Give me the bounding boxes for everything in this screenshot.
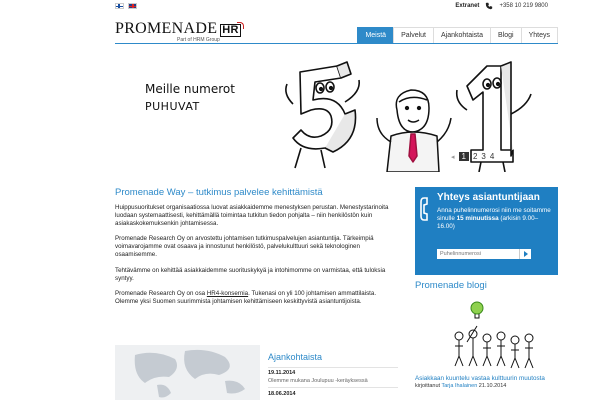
contact-text-bold: 15 minuutissa [456, 215, 499, 222]
logo-subtitle: Part of HRM Group [177, 37, 220, 43]
news-divider [268, 387, 398, 388]
main-paragraph-2: Promenade Research Oy on arvostettu johtamisen tutkimuspalvelujen asiantuntija. Tärkeimpiä voimavarojamme ovat osaava ja innostunut henkilöstö, palvelukulttuuri sekä teknologinen osaamisemme. [115, 235, 374, 258]
slider-prev-icon[interactable]: ◂ [451, 153, 455, 161]
nav-item-ajankohtaista[interactable]: Ajankohtaista [433, 27, 491, 43]
p4-text-after: . Tukenasi on yli 100 johtamisen ammattilaista. Olemme yksi Suomen suurimmista johtamisen kehittämiseen keskittyvistä asiantuntijoista. [115, 290, 377, 306]
slider-dot-1[interactable]: 1 [459, 152, 469, 161]
p4-text-before: Promenade Research Oy on osa [115, 290, 207, 298]
phone-icon [485, 2, 493, 10]
nav-item-palvelut[interactable]: Palvelut [393, 27, 434, 43]
phone-handset-icon [420, 196, 434, 222]
logo[interactable] [115, 20, 241, 43]
blog-illustration[interactable] [415, 296, 558, 371]
world-map-image [115, 345, 260, 400]
logo-name: PROMENADE [115, 20, 218, 37]
news-divider [268, 367, 398, 368]
main-paragraph-3: Tehtävämme on kehittää asiakkaidemme suorituskykyä ja intohimomme on varmistaa, että tuloksia syntyy. [115, 266, 386, 282]
slider-dot-3[interactable]: 3 [481, 152, 486, 161]
news-item-date: 18.06.2014 [268, 391, 296, 397]
blog-post-meta [415, 383, 506, 389]
slider-dot-2[interactable]: 2 [472, 152, 478, 161]
top-utility-bar [455, 2, 548, 10]
hr4-link[interactable]: HR4-konsernia [206, 290, 249, 298]
main-paragraph-1: Huippusuoritukset organisaatiossa luovat asiakkaidemme menestyksen perustan. Menestystarinoita luodaan systemaattisesti, kehittämällä toimintaa tutkitun tiedon pohjalta – niin henkilöstön kuin asiakaskokemuksenkin johtamisessa. [115, 204, 389, 227]
main-body [115, 204, 400, 314]
news-item-date: 19.11.2014 [268, 370, 296, 376]
main-paragraph-4 [115, 290, 400, 306]
contact-title: Yhteys asiantuntijaan [437, 192, 540, 203]
language-selector [115, 3, 137, 9]
hero-headline: Meille numerot [145, 82, 235, 96]
news-section-title: Ajankohtaista [268, 352, 323, 362]
english-flag-icon[interactable] [128, 3, 137, 9]
finnish-flag-icon[interactable] [115, 3, 124, 9]
main-nav [358, 27, 558, 43]
blog-date: 21.10.2014 [477, 383, 507, 389]
blog-post-link[interactable]: Asiakkaan kuuntelu vastaa kulttuurin muutosta [415, 375, 545, 382]
contact-text-after: (arkisin 9.00–16.00) [437, 215, 539, 230]
main-section-title: Promenade Way – tutkimus palvelee kehittämistä [115, 187, 323, 198]
submit-arrow-button[interactable] [519, 249, 531, 259]
blog-meta-prefix: kirjoittanut [415, 383, 442, 389]
slider-dot-4[interactable]: 4 [489, 152, 495, 161]
phone-number-input[interactable] [437, 249, 519, 259]
hero-subheadline: PUHUVAT [145, 100, 200, 113]
nav-item-blogi[interactable]: Blogi [490, 27, 522, 43]
phone-number: +358 10 219 9800 [499, 3, 548, 9]
extranet-link[interactable]: Extranet [455, 3, 480, 9]
blog-section-title: Promenade blogi [415, 280, 487, 291]
hero-slider-controls [451, 152, 494, 161]
contact-description [437, 207, 555, 231]
logo-mark: HR [222, 24, 239, 36]
nav-item-meista[interactable]: Meistä [357, 27, 394, 43]
contact-text-before: Anna puhelinnumerosi niin me soitamme sinulle [437, 207, 551, 222]
nav-item-yhteys[interactable]: Yhteys [521, 27, 558, 43]
blog-author-link[interactable]: Tarja Ihalainen [441, 383, 478, 389]
contact-expert-box [415, 187, 558, 275]
news-item-link[interactable]: Olemme mukana Joulupuu -keräyksessä [268, 378, 368, 384]
